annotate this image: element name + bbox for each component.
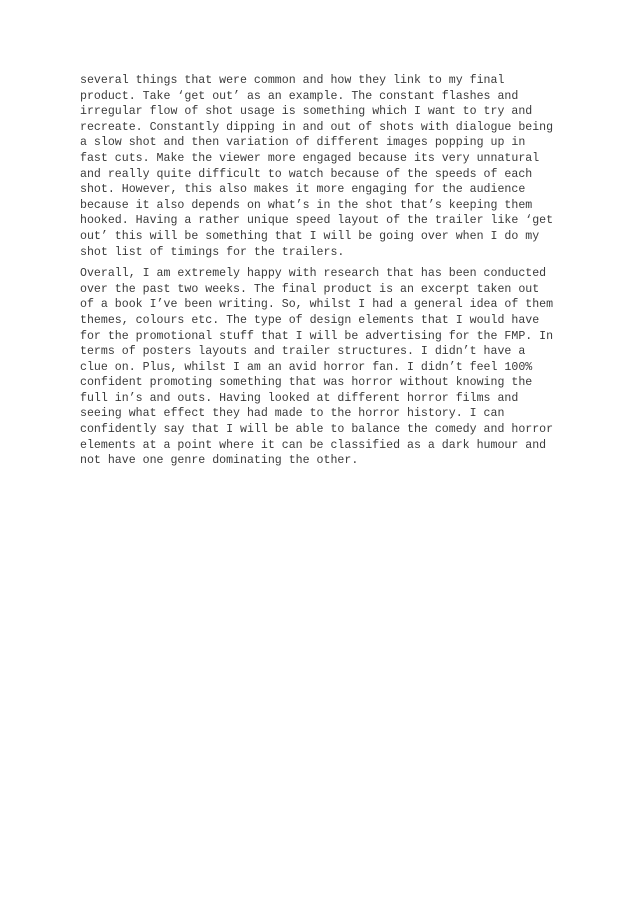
text-line: fast cuts. Make the viewer more engaged because its very unnatural xyxy=(80,151,540,165)
paragraph-2 xyxy=(80,266,570,469)
text-line: recreate. Constantly dipping in and out of shots with dialogue being xyxy=(80,120,554,134)
text-line: shot. However, this also makes it more engaging for the audience xyxy=(80,183,526,197)
text-line: over the past two weeks. The final product is an excerpt taken out xyxy=(80,282,540,296)
text-line: out’ this will be something that I will be going over when I do my xyxy=(80,229,540,243)
text-line: full in’s and outs. Having looked at different horror films and xyxy=(80,391,519,405)
text-line: elements at a point where it can be classified as a dark humour and xyxy=(80,438,547,452)
text-line: because it also depends on what’s in the shot that’s keeping them xyxy=(80,198,533,212)
text-line: and really quite difficult to watch because of the speeds of each xyxy=(80,167,533,181)
text-line: a slow shot and then variation of different images popping up in xyxy=(80,136,526,150)
text-line: of a book I’ve been writing. So, whilst I had a general idea of them xyxy=(80,298,554,312)
text-line: seeing what effect they had made to the horror history. I can xyxy=(80,407,505,421)
text-line: irregular flow of shot usage is something which I want to try and xyxy=(80,105,533,119)
text-line: confidently say that I will be able to balance the comedy and horror xyxy=(80,423,554,437)
text-line: hooked. Having a rather unique speed layout of the trailer like ‘get xyxy=(80,214,554,228)
text-line: confident promoting something that was horror without knowing the xyxy=(80,376,533,390)
text-line: terms of posters layouts and trailer structures. I didn’t have a xyxy=(80,345,526,359)
text-line: Overall, I am extremely happy with research that has been conducted xyxy=(80,267,547,281)
text-line: themes, colours etc. The type of design elements that I would have xyxy=(80,313,540,327)
text-line: shot list of timings for the trailers. xyxy=(80,245,345,259)
text-line: clue on. Plus, whilst I am an avid horror fan. I didn’t feel 100% xyxy=(80,360,533,374)
text-line: not have one genre dominating the other. xyxy=(80,454,359,468)
body-text xyxy=(80,73,570,475)
text-line: product. Take ‘get out’ as an example. The constant flashes and xyxy=(80,89,519,103)
text-line: for the promotional stuff that I will be advertising for the FMP. In xyxy=(80,329,554,343)
text-line: several things that were common and how they link to my final xyxy=(80,74,505,87)
paragraph-1 xyxy=(80,73,570,260)
